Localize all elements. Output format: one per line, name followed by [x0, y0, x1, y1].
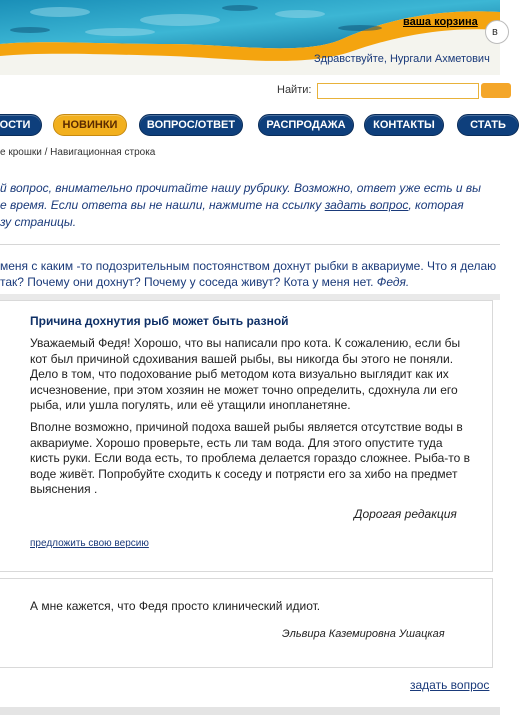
search-button[interactable]: [481, 83, 511, 98]
nav-item-contacts[interactable]: КОНТАКТЫ: [364, 114, 444, 136]
ask-question-link[interactable]: задать вопрос: [410, 678, 490, 692]
user-greeting: Здравствуйте, Нургали Ахметович: [314, 53, 490, 65]
breadcrumb: е крошки / Навигационная строка: [0, 147, 156, 158]
intro-line-2-text: е время. Если ответа вы не нашли, нажмите на ссылку: [0, 198, 325, 212]
question-author: Федя.: [376, 275, 410, 289]
comment-signature: Эльвира Каземировна Ушацкая: [282, 628, 445, 640]
intro-line-2-tail: , которая: [408, 198, 464, 212]
answer-title: Причина дохнутия рыб может быть разной: [30, 314, 289, 328]
main-nav: [0, 114, 506, 136]
question-line-1: меня с каким -то подозрительным постоянством дохнут рыбки в аквариуме. Что я делаю: [0, 259, 497, 273]
nav-item-articles-partial[interactable]: СТАТЬ: [457, 114, 519, 136]
answer-paragraph-1: Уважаемый Федя! Хорошо, что вы написали про кота. К сожалению, если бы кот был причиной сдохивания вашей рыбы, вы никогда бы этого не поняли. Дело в том, что подохование рыб методом кота визуально выглядит как их исчезновение, при этом хозяин не может точно определить, сдохнула ли его рыба, или ушла погулять, или её утащили инопланетяне.: [30, 336, 461, 412]
answer-signature: Дорогая редакция: [354, 507, 457, 521]
search-input[interactable]: [317, 83, 479, 99]
comment-text: А мне кажется, что Федя просто клинический идиот.: [30, 599, 321, 613]
nav-item-novelties[interactable]: НОВИНКИ: [53, 114, 127, 136]
cart-link[interactable]: ваша корзина: [403, 16, 478, 28]
intro-line-1: й вопрос, внимательно прочитайте нашу рубрику. Возможно, ответ уже есть и вы: [0, 181, 481, 195]
question-line-2-text: так? Почему они дохнут? Почему у соседа живут? Кота у меня нет.: [0, 275, 377, 289]
intro-line-2: [0, 197, 500, 214]
question-line-2: [0, 274, 500, 290]
answer-paragraph-2: Вполне возможно, причиной подоха вашей рыбы является отсутствие воды в аквариуме. Хорошо проверьте, есть ли там вода. Для этого опустите туда кисть руки. Если вода есть, то проблема делается гораздо сложнее. Рыба-то в воде живёт. Попробуйте сходить к соседу и потрясти его за хибо на предмет выяснения .: [30, 420, 470, 496]
footer-bar: [0, 707, 500, 715]
question-text: [0, 258, 500, 290]
intro-text: [0, 180, 500, 231]
comment-card: [0, 578, 493, 668]
nav-item-qa[interactable]: ВОПРОС/ОТВЕТ: [139, 114, 243, 136]
nav-item-sale[interactable]: РАСПРОДАЖА: [258, 114, 354, 136]
suggest-version-link[interactable]: предложить свою версию: [30, 538, 149, 549]
search-label: Найти:: [277, 84, 312, 96]
ask-question-inline-link[interactable]: задать вопрос: [324, 198, 409, 212]
intro-line-3: зу страницы.: [0, 215, 77, 229]
divider: [0, 244, 500, 245]
nav-item-news-partial[interactable]: ОСТИ: [0, 114, 42, 136]
cart-icon[interactable]: в: [485, 20, 509, 44]
